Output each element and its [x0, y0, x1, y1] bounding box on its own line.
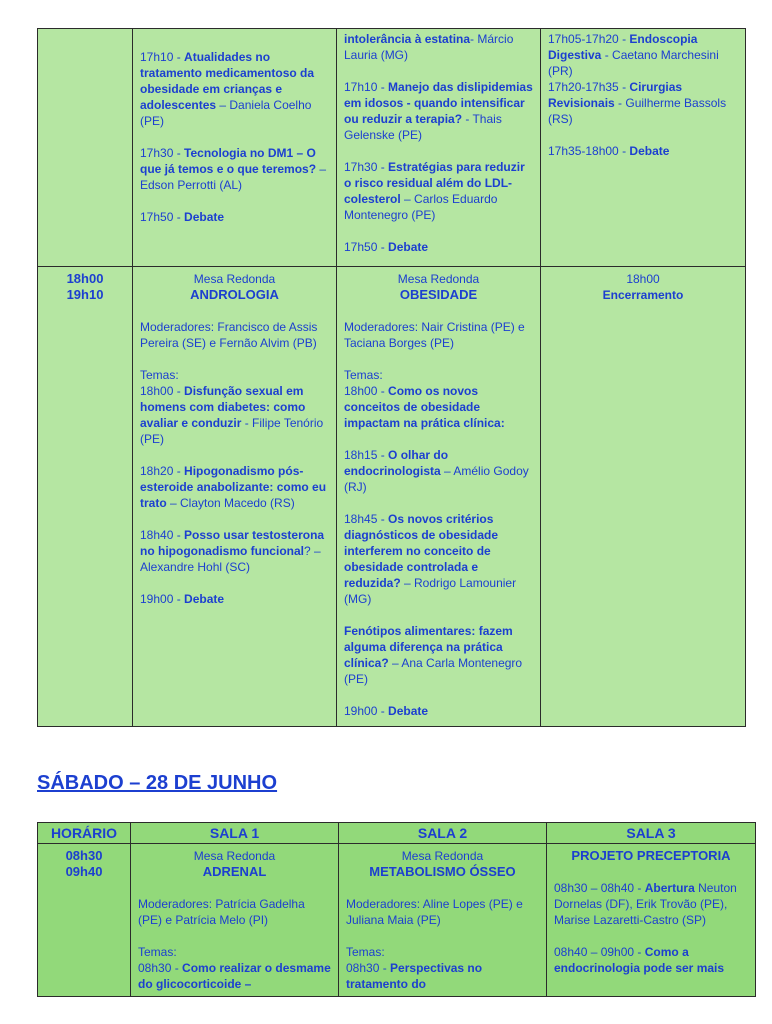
- closing-time: 18h00: [626, 272, 660, 286]
- section-title: SÁBADO – 28 DE JUNHO: [37, 772, 278, 794]
- schedule-paragraph: [138, 896, 331, 928]
- schedule-paragraph: [344, 703, 533, 719]
- talk-title: Debate: [184, 210, 225, 224]
- talk-text: - Márcio Lauria (MG): [344, 32, 514, 62]
- talk-text: Moderadores: Patrícia Gadelha (PE) e Patrícia Melo (PI): [138, 897, 305, 927]
- session-title: METABOLISMO ÓSSEO: [369, 864, 516, 879]
- schedule-paragraph: [344, 31, 533, 63]
- schedule-paragraph: [344, 239, 533, 255]
- talk-title: Como os novos conceitos de obesidade impactam na prática clínica:: [344, 384, 505, 430]
- talk-title: Tecnologia no DM1 – O que já temos e o que teremos?: [140, 146, 317, 176]
- talk-text: 18h15 -: [344, 448, 389, 462]
- talk-text: Neuton Dornelas (DF), Erik Trovão (PE), Marise Lazaretti-Castro (SP): [554, 881, 737, 927]
- talk-title: Debate: [388, 240, 429, 254]
- schedule-paragraph: [344, 79, 533, 143]
- schedule-paragraph: [548, 79, 738, 127]
- schedule-paragraph: [344, 159, 533, 223]
- talk-text: 08h30 -: [346, 961, 391, 975]
- session-cell: [337, 29, 541, 267]
- talk-title: Estratégias para reduzir o risco residual além do LDL-colesterol: [344, 160, 525, 206]
- schedule-paragraph: [346, 896, 539, 928]
- talk-text: 17h50 -: [140, 210, 185, 224]
- talk-text: – Rodrigo Lamounier (MG): [344, 576, 517, 606]
- talk-text: 18h20 -: [140, 464, 185, 478]
- talk-text: 08h40 – 09h00 -: [554, 945, 645, 959]
- schedule-paragraph: [140, 209, 329, 225]
- session-title: ADRENAL: [202, 864, 267, 879]
- talk-title: Debate: [184, 592, 225, 606]
- talk-text: 08h30 -: [138, 961, 183, 975]
- talk-text: Moderadores: Aline Lopes (PE) e Juliana Maia (PE): [346, 897, 523, 927]
- talk-text: 17h50 -: [344, 240, 389, 254]
- time-cell: [38, 844, 131, 997]
- start-time: 08h30: [65, 848, 103, 863]
- header-sala-2: SALA 2: [339, 823, 547, 844]
- session-cell-preceptoria: [547, 844, 756, 997]
- schedule-paragraph: [140, 383, 329, 447]
- talk-text: 19h00 -: [140, 592, 185, 606]
- header-sala-3: SALA 3: [547, 823, 756, 844]
- session-title: ANDROLOGIA: [190, 287, 279, 302]
- schedule-paragraph: [554, 880, 748, 928]
- table-row: [38, 267, 746, 727]
- talk-text: 19h00 -: [344, 704, 389, 718]
- schedule-paragraph: [140, 367, 329, 383]
- schedule-table-saturday: [37, 822, 756, 997]
- start-time: 18h00: [66, 271, 104, 286]
- session-title: PROJETO PRECEPTORIA: [571, 848, 731, 863]
- talk-title: Debate: [388, 704, 429, 718]
- table-row: [38, 29, 746, 267]
- talk-text: – Ana Carla Montenegro (PE): [344, 656, 523, 686]
- talk-title: Manejo das dislipidemias em idosos - quando intensificar ou reduzir a terapia?: [344, 80, 533, 126]
- end-time: 09h40: [65, 864, 103, 879]
- session-cell-encerramento: [541, 267, 746, 727]
- session-cell-obesidade: [337, 267, 541, 727]
- session-cell-adrenal: [131, 844, 339, 997]
- talk-title: Endoscopia Digestiva: [548, 32, 698, 62]
- schedule-paragraph: [346, 960, 539, 992]
- schedule-paragraph: [554, 944, 748, 976]
- schedule-table-friday: [37, 28, 746, 727]
- session-cell: [133, 29, 337, 267]
- talk-text: 18h00 -: [344, 384, 389, 398]
- schedule-paragraph: [548, 143, 738, 159]
- talk-text: - Caetano Marchesini (PR): [548, 48, 719, 78]
- talk-text: ? – Alexandre Hohl (SC): [140, 544, 321, 574]
- talk-text: 17h35-18h00 -: [548, 144, 630, 158]
- talk-text: – Daniela Coelho (PE): [140, 98, 312, 128]
- schedule-paragraph: [140, 591, 329, 607]
- schedule-paragraph: [344, 367, 533, 383]
- talk-text: 17h10 -: [140, 50, 185, 64]
- talk-title: Fenótipos alimentares: fazem alguma diferença na prática clínica?: [344, 624, 513, 670]
- talk-text: Moderadores: Francisco de Assis Pereira (SE) e Fernão Alvim (PB): [140, 320, 318, 350]
- talk-text: 17h10 -: [344, 80, 389, 94]
- talk-title: Cirurgias Revisionais: [548, 80, 683, 110]
- talk-text: Temas:: [346, 945, 385, 959]
- talk-title: intolerância à estatina: [344, 32, 471, 46]
- talk-title: Debate: [629, 144, 670, 158]
- talk-title: Como a endocrinologia pode ser mais: [554, 945, 725, 975]
- schedule-paragraph: [344, 383, 533, 431]
- schedule-paragraph: [140, 463, 329, 511]
- talk-text: Temas:: [344, 368, 383, 382]
- talk-text: - Filipe Tenório (PE): [140, 416, 324, 446]
- talk-text: 17h20-17h35 -: [548, 80, 630, 94]
- time-cell-empty: [38, 29, 133, 267]
- header-sala-1: SALA 1: [131, 823, 339, 844]
- table-header-row: [38, 823, 756, 844]
- closing-title: Encerramento: [602, 288, 684, 302]
- talk-text: Temas:: [140, 368, 179, 382]
- table-row: [38, 844, 756, 997]
- schedule-paragraph: [344, 511, 533, 607]
- session-cell-andrologia: [133, 267, 337, 727]
- talk-title: O olhar do endocrinologista: [344, 448, 449, 478]
- talk-text: 17h30 -: [140, 146, 185, 160]
- talk-text: – Carlos Eduardo Montenegro (PE): [344, 192, 498, 222]
- schedule-paragraph: [140, 527, 329, 575]
- talk-text: - Guilherme Bassols (RS): [548, 96, 727, 126]
- end-time: 19h10: [66, 287, 104, 302]
- session-type: Mesa Redonda: [193, 272, 276, 286]
- session-cell-metabolismo: [339, 844, 547, 997]
- talk-text: Moderadores: Nair Cristina (PE) e Taciana Borges (PE): [344, 320, 525, 350]
- schedule-paragraph: [140, 319, 329, 351]
- talk-title: Os novos critérios diagnósticos de obesidade interferem no conceito de obesidade controlada e reduzida?: [344, 512, 499, 590]
- session-type: Mesa Redonda: [193, 849, 276, 863]
- talk-title: Perspectivas no tratamento do: [346, 961, 483, 991]
- talk-title: Posso usar testosterona no hipogonadismo funcional: [140, 528, 325, 558]
- schedule-paragraph: [140, 49, 329, 129]
- talk-text: – Clayton Macedo (RS): [166, 496, 295, 510]
- talk-text: 17h05-17h20 -: [548, 32, 630, 46]
- talk-text: Temas:: [138, 945, 177, 959]
- talk-text: 08h30 – 08h40 -: [554, 881, 645, 895]
- talk-text: - Thais Gelenske (PE): [344, 112, 502, 142]
- header-horario: HORÁRIO: [38, 823, 131, 844]
- talk-title: Disfunção sexual em homens com diabetes: como avaliar e conduzir: [140, 384, 306, 430]
- talk-text: 18h00 -: [140, 384, 185, 398]
- session-cell: [541, 29, 746, 267]
- talk-title: Como realizar o desmame do glicocorticoide –: [138, 961, 331, 991]
- schedule-paragraph: [344, 623, 533, 687]
- talk-text: – Amélio Godoy (RJ): [344, 464, 529, 494]
- talk-title: Hipogonadismo pós-esteroide anabolizante: como eu trato: [140, 464, 327, 510]
- schedule-paragraph: [344, 319, 533, 351]
- time-cell: [38, 267, 133, 727]
- session-type: Mesa Redonda: [401, 849, 484, 863]
- schedule-paragraph: [344, 447, 533, 495]
- schedule-paragraph: [138, 960, 331, 992]
- schedule-paragraph: [548, 31, 738, 79]
- schedule-paragraph: [138, 944, 331, 960]
- schedule-paragraph: [346, 944, 539, 960]
- session-type: Mesa Redonda: [397, 272, 480, 286]
- talk-text: 18h45 -: [344, 512, 389, 526]
- talk-title: Abertura: [644, 881, 695, 895]
- schedule-paragraph: [140, 145, 329, 193]
- talk-text: 17h30 -: [344, 160, 389, 174]
- talk-text: – Edson Perrotti (AL): [140, 162, 327, 192]
- talk-text: 18h40 -: [140, 528, 185, 542]
- talk-title: Atualidades no tratamento medicamentoso da obesidade em crianças e adolescentes: [140, 50, 315, 112]
- session-title: OBESIDADE: [399, 287, 478, 302]
